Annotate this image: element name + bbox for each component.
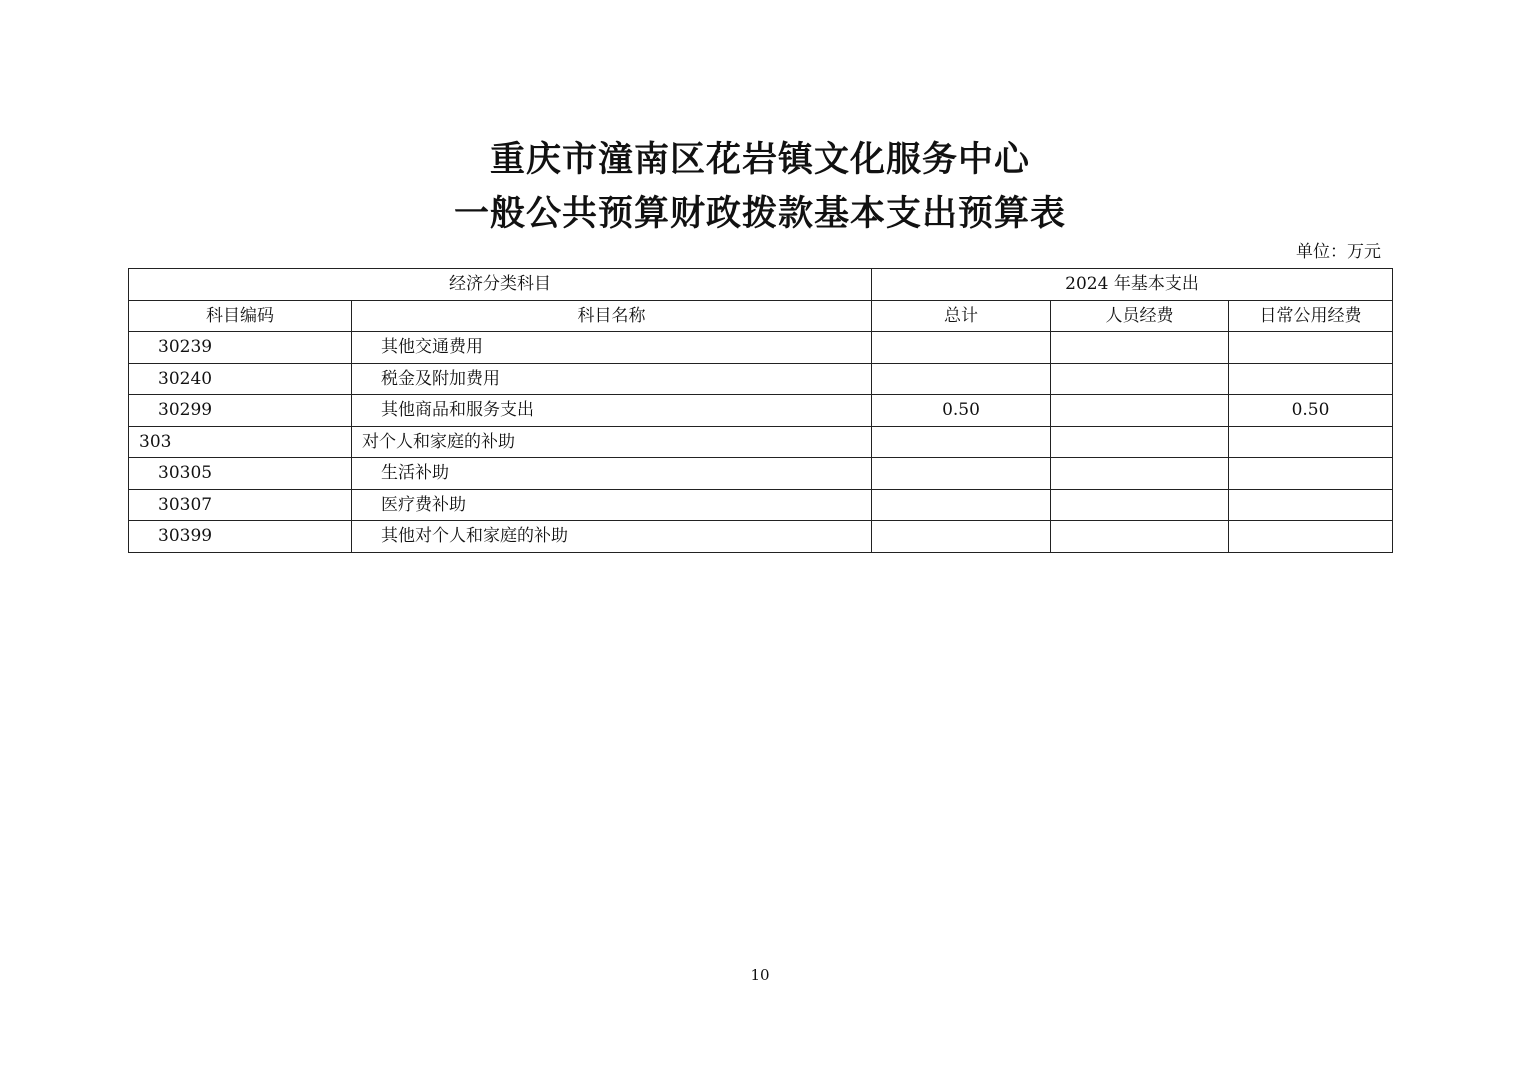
table-row bbox=[129, 521, 1393, 553]
header-total: 总计 bbox=[872, 300, 1051, 332]
page-number: 10 bbox=[750, 966, 770, 984]
cell-total bbox=[872, 332, 1051, 364]
cell-public bbox=[1229, 363, 1393, 395]
cell-name: 其他商品和服务支出 bbox=[352, 395, 872, 427]
header-code: 科目编码 bbox=[129, 300, 352, 332]
cell-personnel bbox=[1051, 458, 1229, 490]
cell-public bbox=[1229, 426, 1393, 458]
cell-name: 生活补助 bbox=[352, 458, 872, 490]
cell-code: 30240 bbox=[129, 363, 352, 395]
table-row bbox=[129, 332, 1393, 364]
cell-name: 医疗费补助 bbox=[352, 489, 872, 521]
cell-total bbox=[872, 521, 1051, 553]
cell-code: 30307 bbox=[129, 489, 352, 521]
header-basic-expenditure: 2024 年基本支出 bbox=[872, 269, 1393, 301]
cell-total: 0.50 bbox=[872, 395, 1051, 427]
unit-label: 单位：万元 bbox=[1296, 242, 1381, 262]
cell-name: 其他交通费用 bbox=[352, 332, 872, 364]
cell-code: 30299 bbox=[129, 395, 352, 427]
cell-personnel bbox=[1051, 521, 1229, 553]
page-subtitle: 一般公共预算财政拨款基本支出预算表 bbox=[453, 193, 1066, 234]
header-personnel: 人员经费 bbox=[1051, 300, 1229, 332]
header-economic-classification: 经济分类科目 bbox=[129, 269, 872, 301]
cell-total bbox=[872, 426, 1051, 458]
column-header-row bbox=[129, 300, 1393, 332]
header-public: 日常公用经费 bbox=[1229, 300, 1393, 332]
cell-total bbox=[872, 363, 1051, 395]
cell-public: 0.50 bbox=[1229, 395, 1393, 427]
cell-name: 对个人和家庭的补助 bbox=[352, 426, 872, 458]
table-row bbox=[129, 458, 1393, 490]
cell-public bbox=[1229, 489, 1393, 521]
cell-total bbox=[872, 489, 1051, 521]
table-row bbox=[129, 426, 1393, 458]
cell-public bbox=[1229, 332, 1393, 364]
group-header-row bbox=[129, 269, 1393, 301]
cell-code: 30399 bbox=[129, 521, 352, 553]
cell-personnel bbox=[1051, 332, 1229, 364]
cell-name: 其他对个人和家庭的补助 bbox=[352, 521, 872, 553]
cell-personnel bbox=[1051, 426, 1229, 458]
cell-code: 30305 bbox=[129, 458, 352, 490]
cell-personnel bbox=[1051, 395, 1229, 427]
cell-code: 303 bbox=[129, 426, 352, 458]
header-name: 科目名称 bbox=[352, 300, 872, 332]
cell-personnel bbox=[1051, 489, 1229, 521]
page-title: 重庆市潼南区花岩镇文化服务中心 bbox=[489, 139, 1030, 180]
table-row bbox=[129, 363, 1393, 395]
table-row bbox=[129, 395, 1393, 427]
cell-public bbox=[1229, 521, 1393, 553]
table-row bbox=[129, 489, 1393, 521]
cell-name: 税金及附加费用 bbox=[352, 363, 872, 395]
budget-table bbox=[128, 268, 1393, 553]
cell-code: 30239 bbox=[129, 332, 352, 364]
cell-total bbox=[872, 458, 1051, 490]
cell-personnel bbox=[1051, 363, 1229, 395]
cell-public bbox=[1229, 458, 1393, 490]
